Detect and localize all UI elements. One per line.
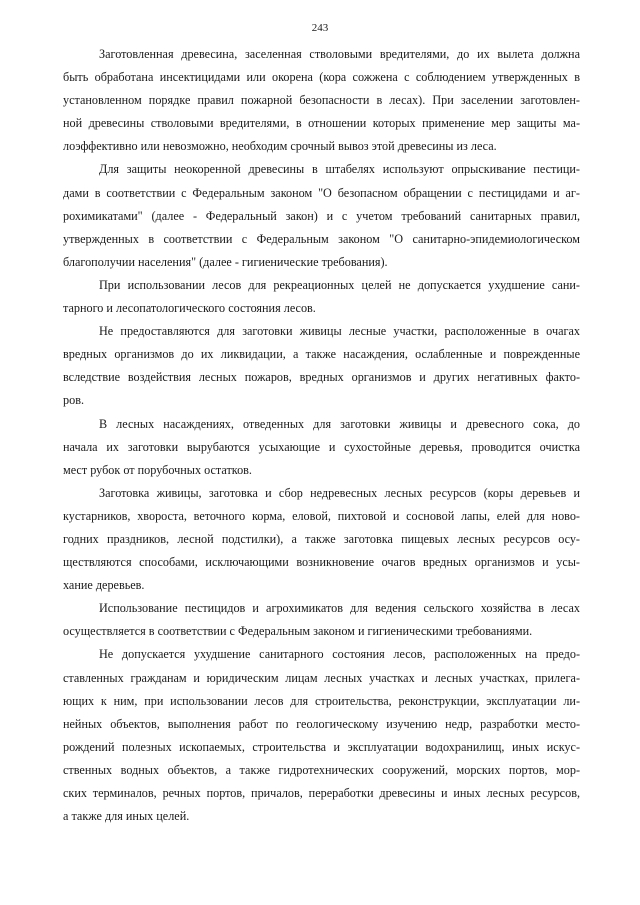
text-line: вредных организмов до их ликвидации, а также насаждения, ослабленные и поврежденные xyxy=(63,347,580,362)
text-line: Заготовка живицы, заготовка и сбор недревесных лесных ресурсов (коры деревьев и xyxy=(99,485,580,500)
text-line: начала их заготовки вырубаются усыхающие и сухостойные деревья, проводится очистка xyxy=(63,439,580,454)
text-line: ских терминалов, речных портов, причалов, переработки древесины и иных лесных ресурсов, xyxy=(63,786,580,800)
text-line: годних праздников, лесной подстилки), а также заготовка пищевых лесных ресурсов осу- xyxy=(63,531,580,546)
text-line: ров. xyxy=(63,393,84,408)
text-line: При использовании лесов для рекреационных целей не допускается ухудшение сани- xyxy=(99,277,580,292)
paragraph xyxy=(63,413,580,482)
text-line: а также для иных целей. xyxy=(63,809,190,824)
text-line: мест рубок от порубочных остатков. xyxy=(63,462,252,477)
text-line: ществляются способами, исключающими возникновение очагов вредных организмов и усы- xyxy=(63,555,580,570)
text-line: ставленных гражданам и юридическим лицам лесных участках и лесных участках, прилега- xyxy=(63,670,580,685)
text-line: рождений полезных ископаемых, строительства и эксплуатации водохранилищ, иных искус- xyxy=(63,739,580,754)
text-line: рохимикатами" (далее - Федеральный закон) и с учетом требований санитарных правил, xyxy=(63,208,580,223)
text-line: тарного и лесопатологического состояния лесов. xyxy=(63,301,316,316)
text-line: осуществляется в соответствии с Федеральным законом и гигиеническими требованиями. xyxy=(63,624,533,639)
text-line: ющих к ним, при использовании лесов для строительства, реконструкции, эксплуатации ли- xyxy=(63,693,580,708)
paragraph xyxy=(63,597,580,643)
text-line: Для защиты неокоренной древесины в штабелях используют опрыскивание пестици- xyxy=(99,162,580,177)
text-line: быть обработана инсектицидами или окорена (кора сожжена с соблюдением утвержденных в xyxy=(63,70,580,85)
text-line: вследствие воздействия лесных пожаров, вредных организмов и других негативных факто- xyxy=(63,370,580,385)
text-line: Не допускается ухудшение санитарного состояния лесов, расположенных на предо- xyxy=(99,647,580,662)
text-line: Использование пестицидов и агрохимикатов для ведения сельского хозяйства в лесах xyxy=(99,601,580,616)
text-line: утвержденных в соответствии с Федеральным законом "О санитарно-эпидемиологическом xyxy=(63,231,580,246)
paragraph xyxy=(63,43,580,158)
text-line: Не предоставляются для заготовки живицы лесные участки, расположенные в очагах xyxy=(99,324,580,339)
paragraph xyxy=(63,158,580,273)
text-line: лоэффективно или невозможно, необходим срочный вывоз этой древесины из леса. xyxy=(63,139,497,154)
text-line: ственных водных объектов, а также гидротехнических сооружений, морских портов, мор- xyxy=(63,762,580,777)
text-line: дами в соответствии с Федеральным законом "О безопасном обращении с пестицидами и аг- xyxy=(63,185,580,200)
text-line: благополучии населения" (далее - гигиенические требования). xyxy=(63,254,388,269)
paragraph xyxy=(63,320,580,412)
text-line: нейных объектов, выполнения работ по геологическому изучению недр, разработки место- xyxy=(63,716,580,731)
paragraph xyxy=(63,274,580,320)
paragraph xyxy=(63,482,580,597)
document-body xyxy=(63,43,580,828)
text-line: ной древесины стволовыми вредителями, в отношении которых применение мер защиты ма- xyxy=(63,116,580,131)
text-line: установленном порядке правил пожарной безопасности в лесах). При заселении заготовлен- xyxy=(63,93,580,108)
text-line: В лесных насаждениях, отведенных для заготовки живицы и древесного сока, до xyxy=(99,416,580,431)
page-number: 243 xyxy=(311,22,329,34)
text-line: Заготовленная древесина, заселенная стволовыми вредителями, до их вылета должна xyxy=(99,47,580,61)
paragraph xyxy=(63,643,580,828)
text-line: кустарников, хвороста, веточного корма, еловой, пихтовой и сосновой лапы, елей для ново- xyxy=(63,508,580,523)
text-line: хание деревьев. xyxy=(63,578,145,593)
